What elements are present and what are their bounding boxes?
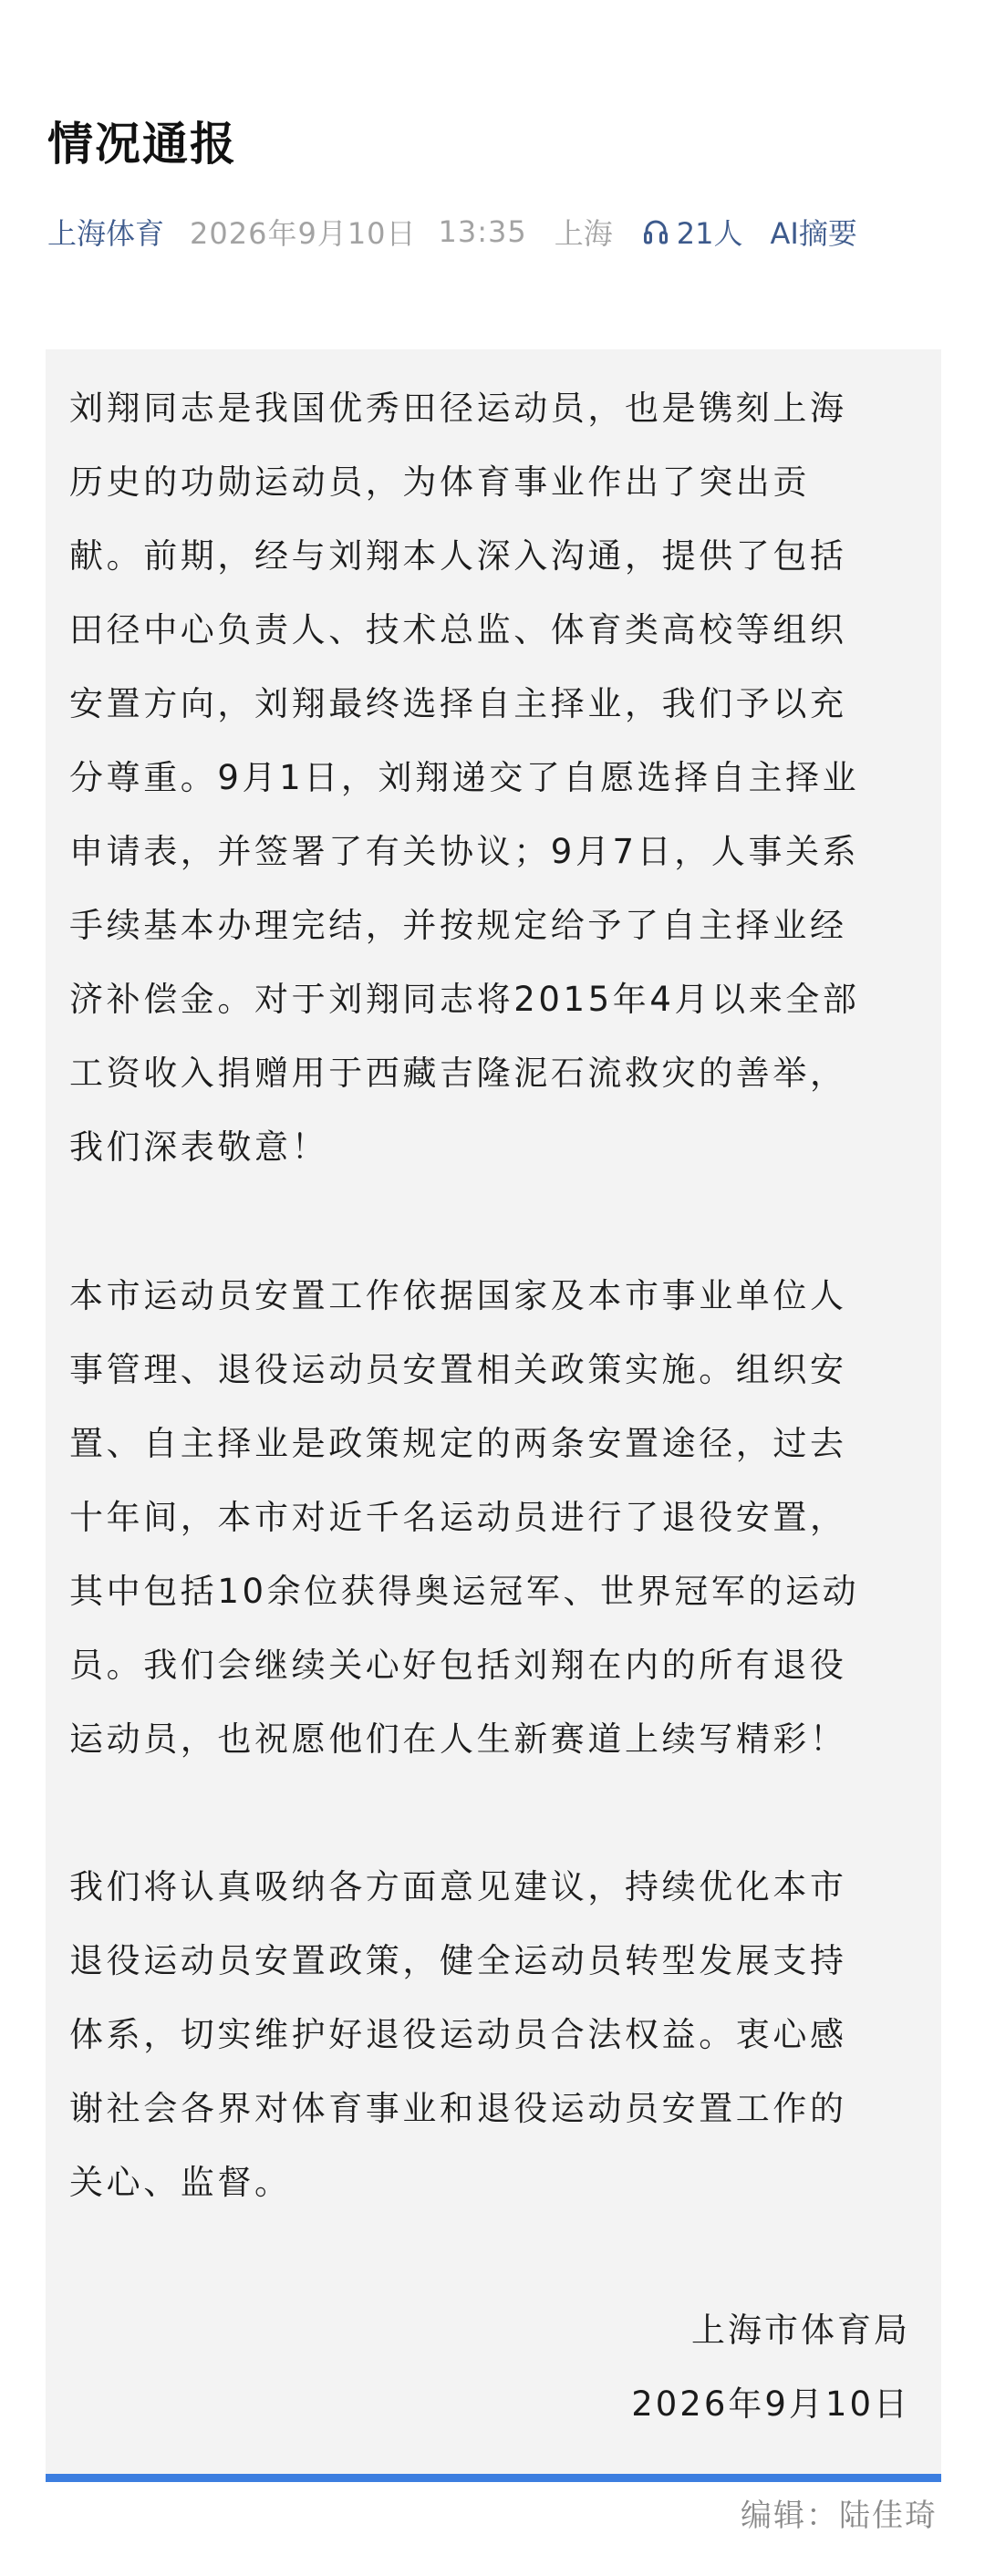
signature-organization: 上海市体育局 xyxy=(691,2311,910,2350)
article-meta xyxy=(47,206,857,257)
publish-time: 13:35 xyxy=(438,214,527,249)
paragraph-1 xyxy=(69,371,918,1184)
article-title: 情况通报 xyxy=(47,118,237,171)
editor-credit: 编辑：陆佳琦 xyxy=(741,2498,938,2534)
paragraph-line: 关心、监督。 xyxy=(69,2163,292,2202)
paragraph-line: 刘翔同志是我国优秀田径运动员，也是镌刻上海 xyxy=(69,389,847,428)
paragraph-line: 历史的功勋运动员，为体育事业作出了突出贡 xyxy=(69,462,810,502)
listener-count: 21人 xyxy=(676,216,743,251)
paragraph-line: 十年间，本市对近千名运动员进行了退役安置， xyxy=(69,1498,847,1537)
paragraph-line: 事管理、退役运动员安置相关政策实施。组织安 xyxy=(69,1350,847,1389)
paragraph-line: 员。我们会继续关心好包括刘翔在内的所有退役 xyxy=(69,1646,847,1685)
signature-date: 2026年9月10日 xyxy=(631,2384,910,2424)
paragraph-line: 置、自主择业是政策规定的两条安置途径，过去 xyxy=(69,1424,847,1463)
paragraph-line: 体系，切实维护好退役运动员合法权益。衷心感 xyxy=(69,2015,847,2054)
paragraph-2 xyxy=(69,1259,918,1776)
paragraph-line: 工资收入捐赠用于西藏吉隆泥石流救灾的善举， xyxy=(69,1054,847,1093)
paragraph-line: 我们深表敬意！ xyxy=(69,1127,329,1167)
paragraph-line: 我们将认真吸纳各方面意见建议，持续优化本市 xyxy=(69,1867,847,1906)
paragraph-line: 安置方向，刘翔最终选择自主择业，我们予以充 xyxy=(69,684,847,723)
paragraph-3 xyxy=(69,1850,918,2219)
paragraph-line: 运动员，也祝愿他们在人生新赛道上续写精彩！ xyxy=(69,1719,847,1759)
headphones-icon xyxy=(644,219,668,244)
source-link[interactable]: 上海体育 xyxy=(47,216,165,251)
ai-summary-button[interactable]: AI摘要 xyxy=(770,216,857,251)
paragraph-line: 本市运动员安置工作依据国家及本市事业单位人 xyxy=(69,1276,847,1315)
listen-button[interactable] xyxy=(644,211,743,253)
publish-date: 2026年9月10日 xyxy=(190,216,417,251)
paragraph-line: 田径中心负责人、技术总监、体育类高校等组织 xyxy=(69,610,847,649)
paragraph-line: 济补偿金。对于刘翔同志将2015年4月以来全部 xyxy=(69,980,860,1019)
paragraph-line: 申请表，并签署了有关协议；9月7日，人事关系 xyxy=(69,832,860,871)
paragraph-line: 献。前期，经与刘翔本人深入沟通，提供了包括 xyxy=(69,536,847,576)
footer-accent-bar xyxy=(46,2474,941,2482)
paragraph-line: 谢社会各界对体育事业和退役运动员安置工作的 xyxy=(69,2089,847,2128)
paragraph-line: 手续基本办理完结，并按规定给予了自主择业经 xyxy=(69,906,847,945)
paragraph-line: 分尊重。9月1日，刘翔递交了自愿选择自主择业 xyxy=(69,758,860,797)
paragraph-line: 退役运动员安置政策，健全运动员转型发展支持 xyxy=(69,1941,847,1980)
publish-location: 上海 xyxy=(554,216,613,251)
paragraph-line: 其中包括10余位获得奥运冠军、世界冠军的运动 xyxy=(69,1572,860,1611)
